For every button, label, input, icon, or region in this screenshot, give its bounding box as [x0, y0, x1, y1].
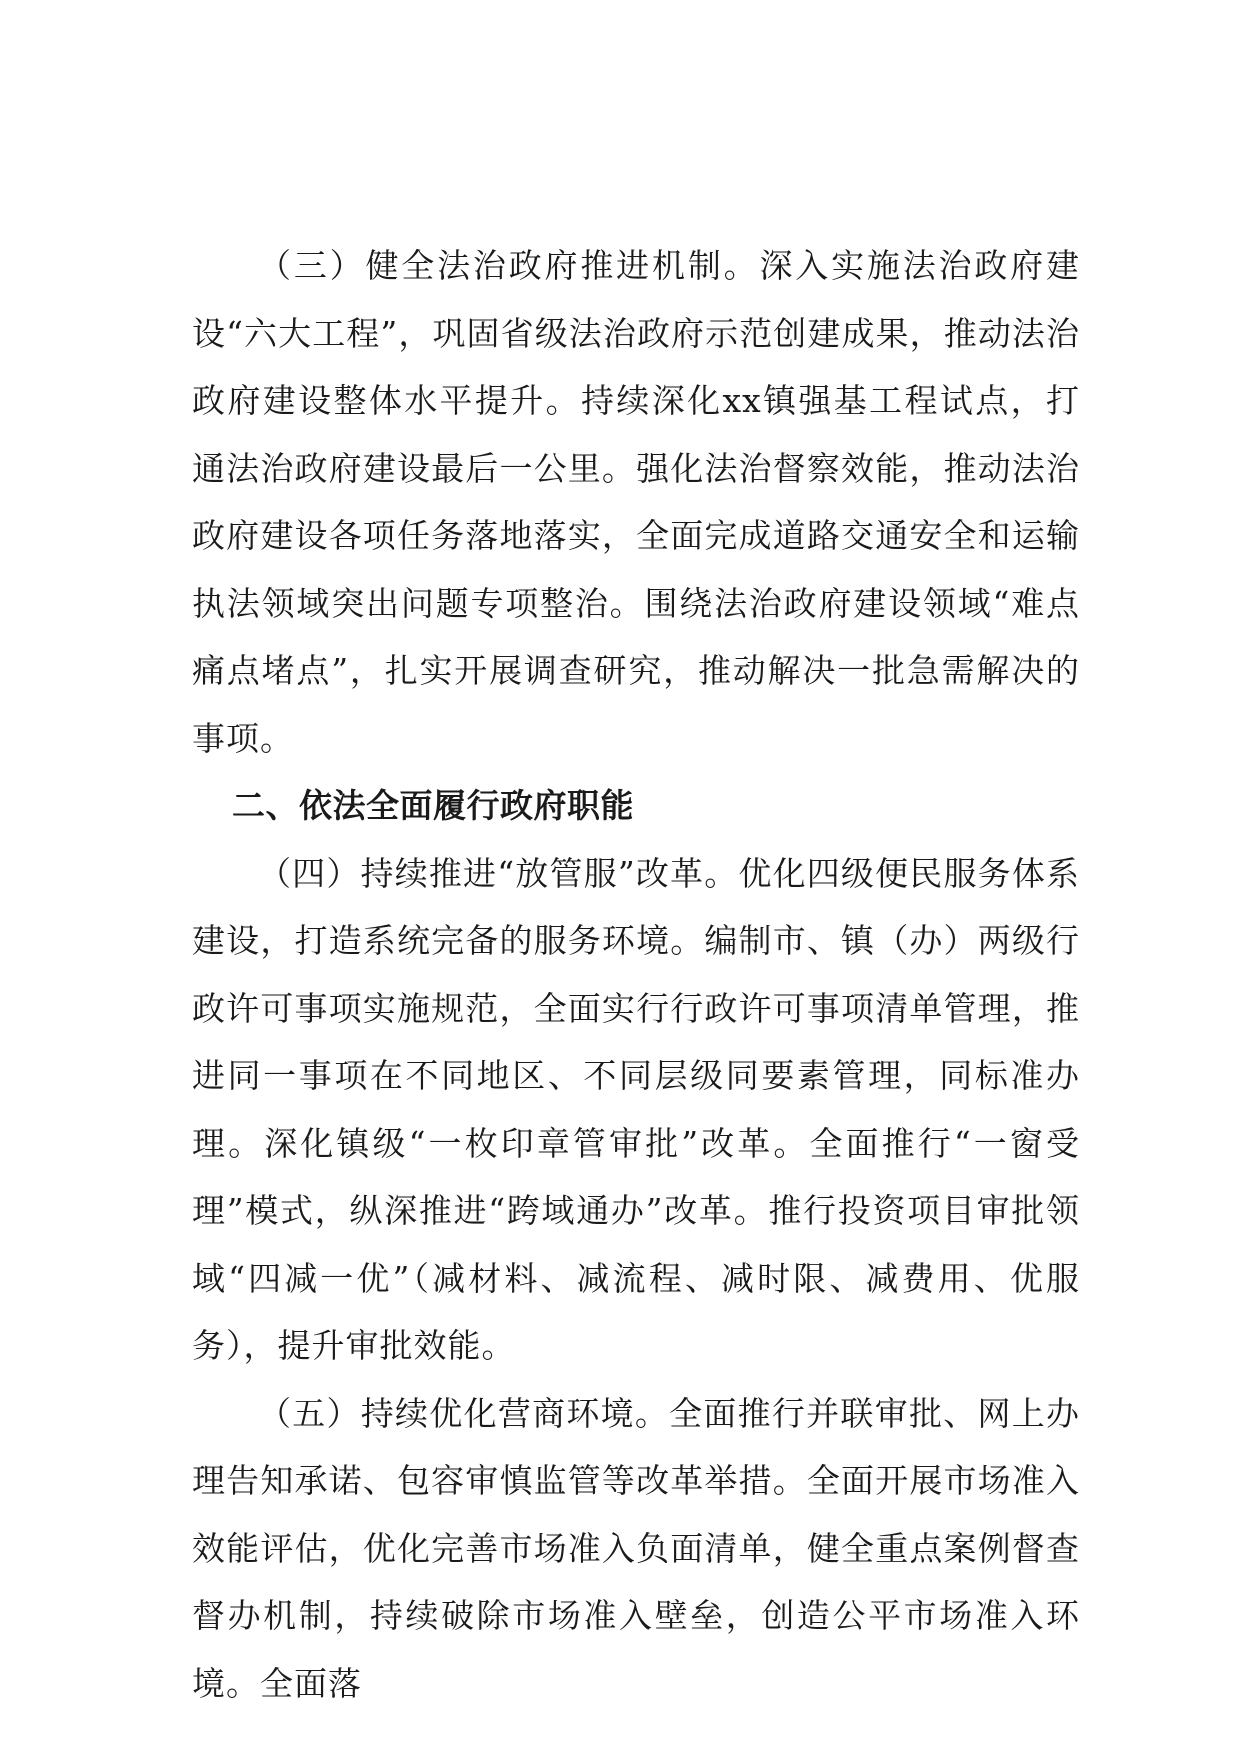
paragraph-section-4: （四）持续推进“放管服”改革。优化四级便民服务体系建设，打造系统完备的服务环境。编制市、镇（办）两级行政许可事项实施规范，全面实行行政许可事项清单管理，推进同一事项在不同地区、不同层级同要素管理，同标准办理。深化镇级“一枚印章管审批”改革。全面推行“一窗受理”模式，纵深推进“跨域通办”改革。推行投资项目审批领域“四减一优”（减材料、减流程、减时限、减费用、优服务），提升审批效能。 [192, 853, 1080, 1365]
paragraph-section-3: （三）健全法治政府推进机制。深入实施法治政府建设“六大工程”，巩固省级法治政府示范创建成果，推动法治政府建设整体水平提升。持续深化xx镇强基工程试点，打通法治政府建设最后一公里。强化法治督察效能，推动法治政府建设各项任务落地落实，全面完成道路交通安全和运输执法领域突出问题专项整治。围绕法治政府建设领域“难点痛点堵点”，扎实开展调查研究，推动解决一批急需解决的事项。 [192, 246, 1080, 758]
paragraph-section-5: （五）持续优化营商环境。全面推行并联审批、网上办理告知承诺、包容审慎监管等改革举措。全面开展市场准入效能评估，优化完善市场准入负面清单，健全重点案例督查督办机制，持续破除市场准入壁垒，创造公平市场准入环境。全面落 [192, 1393, 1080, 1703]
document-body [192, 232, 1080, 1717]
section-heading-2: 二、依法全面履行政府职能 [232, 786, 634, 825]
